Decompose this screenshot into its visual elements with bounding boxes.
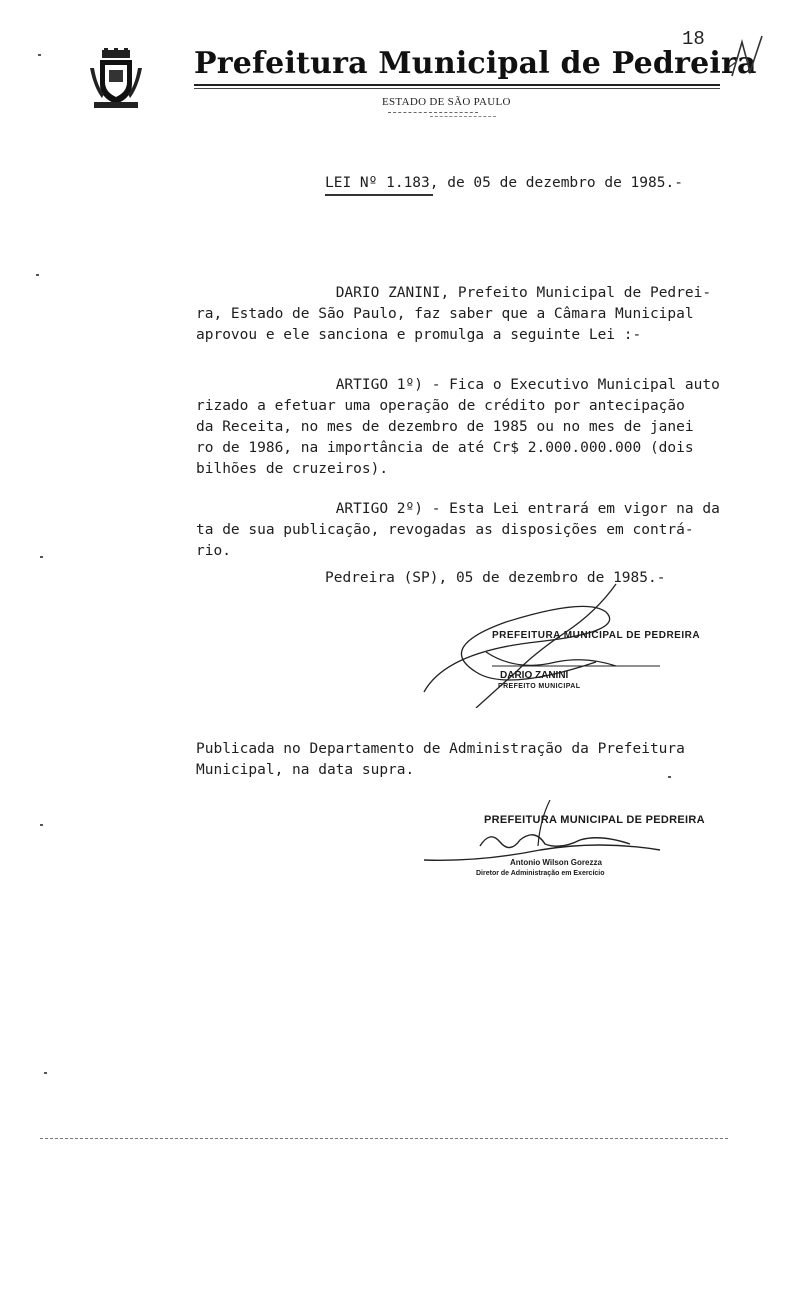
article-line: da Receita, no mes de dezembro de 1985 ou no mes de janei: [196, 419, 694, 435]
subtitle-underline: [388, 112, 478, 113]
article-line: rizado a efetuar uma operação de crédito por antecipação: [196, 398, 685, 414]
preamble-paragraph: [196, 262, 711, 367]
law-heading: LEI Nº 1.183, de 05 de dezembro de 1985.-: [325, 175, 683, 191]
director-name: Antonio Wilson Gorezza: [510, 858, 602, 867]
header-rule: [194, 84, 720, 86]
municipality-title: Prefeitura Municipal de Pedreira: [194, 46, 757, 81]
director-stamp-text: PREFEITURA MUNICIPAL DE PEDREIRA: [484, 814, 705, 826]
preamble-line: aprovou e ele sanciona e promulga a seguinte Lei :-: [196, 327, 642, 343]
page-number: 18: [682, 28, 705, 50]
article-line: rio.: [196, 543, 231, 559]
preamble-line: ra, Estado de São Paulo, faz saber que a Câmara Municipal: [196, 306, 694, 322]
director-role: Diretor de Administração em Exercício: [476, 870, 605, 877]
state-subtitle: ESTADO DE SÃO PAULO: [382, 96, 511, 108]
article-line: ARTIGO 1º) - Fica o Executivo Municipal auto: [335, 377, 720, 393]
scan-speck: [668, 776, 671, 778]
scan-speck: [36, 274, 39, 276]
publication-line: Publicada no Departamento de Administração da Prefeitura: [196, 741, 685, 757]
coat-of-arms-logo: [88, 48, 144, 110]
mayor-role: PREFEITO MUNICIPAL: [498, 683, 581, 690]
scan-speck: [38, 54, 41, 56]
article-line: ta de sua publicação, revogadas as disposições em contrá-: [196, 522, 694, 538]
header-rule-thin: [194, 88, 720, 89]
scan-speck: [40, 556, 43, 558]
handwritten-mark-icon: [726, 32, 774, 82]
publication-line: Municipal, na data supra.: [196, 762, 415, 778]
page-bottom-rule: [40, 1138, 728, 1139]
article-line: ro de 1986, na importância de até Cr$ 2.000.000.000 (dois: [196, 440, 694, 456]
scan-speck: [40, 824, 43, 826]
publication-paragraph: [196, 718, 685, 802]
preamble-line: DARIO ZANINI, Prefeito Municipal de Pedrei-: [335, 285, 712, 301]
mayor-name: DARIO ZANINI: [500, 670, 569, 681]
scan-speck: [44, 1072, 47, 1074]
article-line: ARTIGO 2º) - Esta Lei entrará em vigor na da: [335, 501, 720, 517]
law-heading-underline: [325, 194, 433, 196]
dateline: Pedreira (SP), 05 de dezembro de 1985.-: [325, 570, 666, 586]
mayor-stamp-text: PREFEITURA MUNICIPAL DE PEDREIRA: [492, 630, 701, 641]
article-line: bilhões de cruzeiros).: [196, 461, 389, 477]
subtitle-underline-2: [430, 116, 496, 117]
